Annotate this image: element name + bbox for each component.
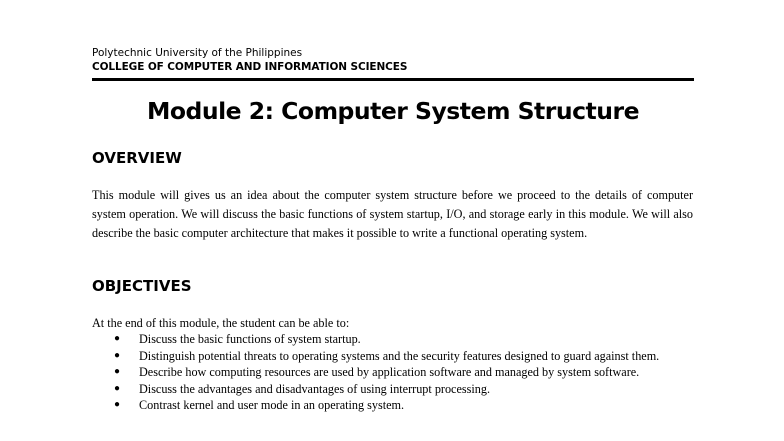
objective-text: Distinguish potential threats to operating systems and the security features designed to guard against them.: [139, 348, 660, 363]
objective-text: Contrast kernel and user mode in an operating system.: [139, 398, 405, 412]
list-item: [92, 331, 693, 348]
header-divider: [92, 78, 694, 81]
bullet-icon: ●: [114, 382, 121, 394]
university-name: Polytechnic University of the Philippines: [92, 47, 303, 59]
objectives-intro: At the end of this module, the student can be able to:: [92, 316, 350, 330]
module-title: Module 2: Computer System Structure: [146, 97, 640, 125]
objective-text: Discuss the basic functions of system startup.: [139, 332, 361, 346]
college-name: COLLEGE OF COMPUTER AND INFORMATION SCIENCES: [92, 61, 408, 73]
bullet-icon: ●: [114, 333, 121, 344]
page-header: [92, 46, 694, 81]
list-item: [92, 364, 693, 381]
objectives-heading: OBJECTIVES: [92, 277, 192, 295]
objective-text: Describe how computing resources are used by application software and managed by system software.: [139, 365, 640, 379]
bullet-icon: ●: [114, 399, 121, 410]
list-item: [92, 381, 693, 398]
overview-paragraph: This module will gives us an idea about the computer system structure before we proceed to the details of computer system operation. We will discuss the basic functions of system startup, I/O, and storage early in this module. We will also describe the basic computer architecture that makes it possible to write a functional operating system.: [92, 188, 693, 240]
list-item: [92, 397, 693, 414]
objectives-list: [92, 331, 693, 414]
bullet-icon: ●: [114, 349, 121, 361]
overview-heading: OVERVIEW: [92, 149, 182, 167]
bullet-icon: ●: [114, 366, 121, 377]
objective-text: Discuss the advantages and disadvantages of using interrupt processing.: [139, 381, 490, 396]
list-item: [92, 348, 693, 365]
